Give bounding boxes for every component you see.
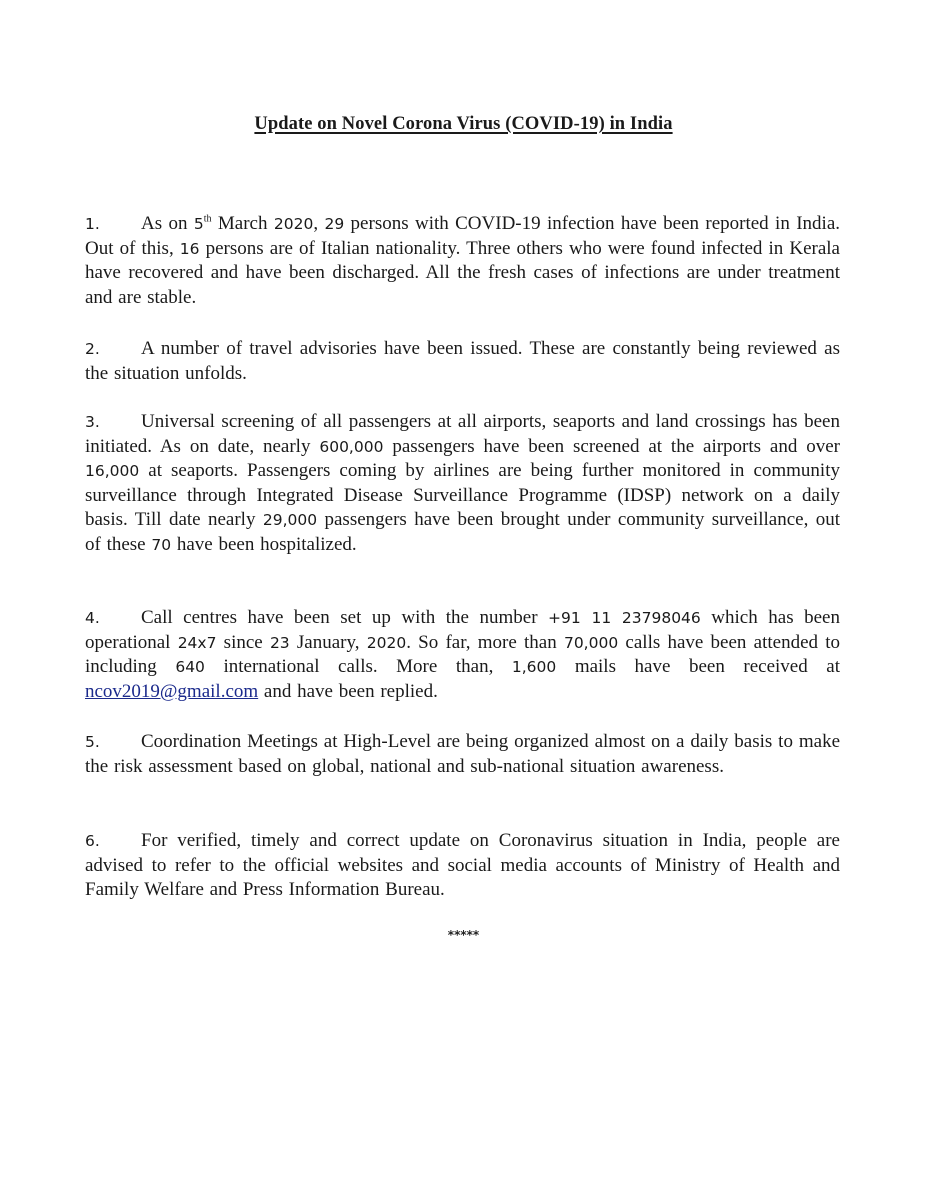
text-segment: international calls. More than, (204, 656, 512, 678)
seaport-screened-count: 16,000 (85, 462, 140, 481)
text-segment: passengers have been brought under community surveillance, out of these (85, 509, 840, 555)
case-count: 29 (324, 215, 345, 233)
paragraph-number: 3. (85, 413, 100, 431)
text-segment: passengers have been screened at the airports and over (383, 435, 840, 457)
international-calls-count: 640 (175, 658, 205, 677)
date-day: 23 (269, 633, 290, 652)
airport-screened-count: 600,000 (319, 437, 384, 456)
paragraph-number: 1. (85, 215, 100, 233)
date-day: 5 (193, 215, 204, 233)
text-segment: and have been replied. (258, 680, 438, 702)
paragraph-6 (85, 829, 840, 903)
paragraph-2 (85, 337, 840, 386)
year-value: 2020 (273, 215, 314, 233)
text-segment: persons with COVID-19 infection have been reported in India. Out of this, (85, 213, 840, 259)
paragraph-text: A number of travel advisories have been issued. These are constantly being reviewed as the situation unfolds. (85, 338, 840, 384)
text-segment: since (216, 631, 270, 653)
text-segment: at seaports. Passengers coming by airlines are being further monitored in community surveillance through Integrated Disease Surveillance Programme (IDSP) network on a daily basis. Till date nearly (85, 460, 840, 531)
availability-value: 24x7 (177, 633, 217, 652)
calls-count: 70,000 (563, 633, 619, 652)
hospitalized-count: 70 (151, 535, 172, 554)
text-segment: As on (141, 213, 194, 234)
text-segment: persons are of Italian nationality. Three others who were found infected in Kerala have recovered and have been discharged. All the fresh cases of infections are under treatment and are stable. (85, 237, 840, 308)
italian-count: 16 (179, 239, 200, 258)
paragraph-number: 4. (85, 609, 100, 627)
email-link[interactable]: ncov2019@gmail.com (85, 680, 259, 702)
paragraph-number: 6. (85, 832, 100, 850)
text-segment: mails have been received at (556, 656, 840, 678)
page-title (0, 114, 927, 135)
text-segment: which has been operational (85, 607, 840, 653)
ordinal-suffix: th (203, 213, 212, 225)
text-segment: calls have been attended to including (85, 631, 840, 678)
phone-number: +91 11 23798046 (548, 609, 701, 627)
paragraph-1 (85, 212, 840, 310)
surveillance-count: 29,000 (262, 511, 318, 530)
text-segment: Call centres have been set up with the number (141, 607, 549, 628)
text-segment: , (313, 213, 325, 234)
text-segment: January, (289, 631, 367, 653)
text-segment: . So far, more than (406, 631, 564, 653)
mails-count: 1,600 (511, 658, 557, 677)
paragraph-text: Coordination Meetings at High-Level are being organized almost on a daily basis to make the risk assessment based on global, national and sub-national situation awareness. (85, 731, 840, 777)
paragraph-5 (85, 730, 840, 779)
text-segment: March (211, 213, 274, 234)
text-segment: Universal screening of all passengers at all airports, seaports and land crossings has been initiated. As on date, nearly (85, 411, 840, 457)
paragraph-number: 5. (85, 733, 100, 751)
title-text: Update on Novel Corona Virus (COVID-19) in India (254, 114, 673, 134)
year-value: 2020 (366, 633, 407, 652)
paragraph-3 (85, 410, 840, 558)
paragraph-number: 2. (85, 340, 100, 358)
paragraph-4 (85, 606, 840, 704)
text-segment: have been hospitalized. (171, 533, 357, 555)
end-marker: ***** (447, 928, 480, 942)
paragraph-text: For verified, timely and correct update on Coronavirus situation in India, people are advised to refer to the official websites and social media accounts of Ministry of Health and Family Welfare and Press Information Bureau. (85, 830, 840, 901)
